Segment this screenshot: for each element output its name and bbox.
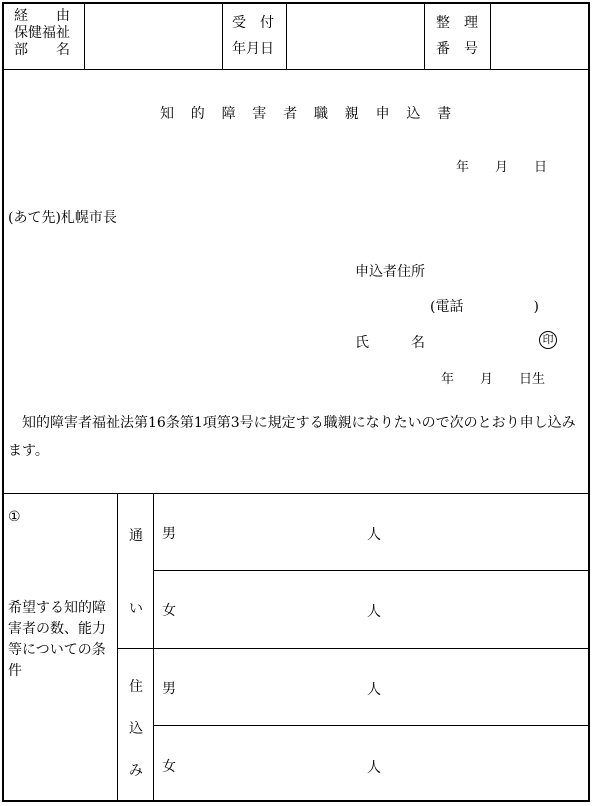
live-in-female-count-field[interactable] <box>190 731 360 797</box>
birth-date-line: 年 月 日生 <box>441 372 546 387</box>
route-field[interactable] <box>86 4 220 67</box>
section1-label: 希望する知的障害者の数、能力等についての条件 <box>8 600 106 679</box>
addressee: (あて先)札幌市長 <box>8 210 117 226</box>
live-in-male-label: 男 <box>162 681 176 697</box>
live-in-female-unit: 人 <box>367 760 381 776</box>
commute-female-unit: 人 <box>367 604 381 620</box>
header-divider <box>286 2 287 69</box>
reference-label-line1: 整 理 <box>436 15 478 31</box>
live-in-label-char: 住 <box>129 679 143 695</box>
commute-male-unit: 人 <box>367 527 381 543</box>
statement-text: 知的障害者福祉法第16条第1項第3号に規定する職親になりたいので次のとおり申し込みます。 <box>8 415 576 459</box>
route-label-line2: 保健福祉 <box>14 25 70 41</box>
section1-number: ① <box>8 509 21 525</box>
receipt-date-label <box>232 10 274 62</box>
receipt-label-line2: 年月日 <box>232 41 274 57</box>
applicant-name-label: 氏 名 <box>355 335 425 351</box>
header-divider <box>490 2 491 69</box>
header-divider <box>222 2 223 69</box>
receipt-label-line1: 受 付 <box>232 15 274 31</box>
live-in-label-char: 込 <box>129 721 143 737</box>
section1-top-border <box>2 493 590 494</box>
live-in-label-char: み <box>129 763 143 779</box>
commute-label-char: 通 <box>129 528 143 544</box>
reference-label-line2: 番 号 <box>436 41 478 57</box>
reference-number-field[interactable] <box>492 4 588 67</box>
section1-row-border <box>153 725 590 726</box>
form-title: 知的障害者職親申込書 <box>160 106 468 122</box>
commute-male-label: 男 <box>162 526 176 542</box>
live-in-male-count-field[interactable] <box>190 654 360 719</box>
header-divider <box>84 2 85 69</box>
date-line: 年 月 日 <box>456 160 548 175</box>
live-in-male-unit: 人 <box>367 682 381 698</box>
header-bottom-border <box>2 69 590 70</box>
reference-number-label <box>436 10 478 62</box>
commute-label-char: い <box>129 601 143 617</box>
receipt-date-field[interactable] <box>288 4 422 67</box>
route-label <box>14 8 70 59</box>
section1-row-border <box>153 570 590 571</box>
route-label-line3: 部 名 <box>14 42 70 58</box>
applicant-phone-label: (電話 ) <box>430 299 539 315</box>
route-label-line1: 経 由 <box>14 8 70 24</box>
applicant-address-label: 申込者住所 <box>355 264 425 280</box>
commute-male-count-field[interactable] <box>190 500 360 564</box>
section1-row-border <box>117 648 590 649</box>
commute-female-label: 女 <box>162 603 176 619</box>
seal-mark: 印 <box>539 331 557 349</box>
commute-female-count-field[interactable] <box>190 576 360 642</box>
live-in-female-label: 女 <box>162 759 176 775</box>
header-divider <box>424 2 425 69</box>
